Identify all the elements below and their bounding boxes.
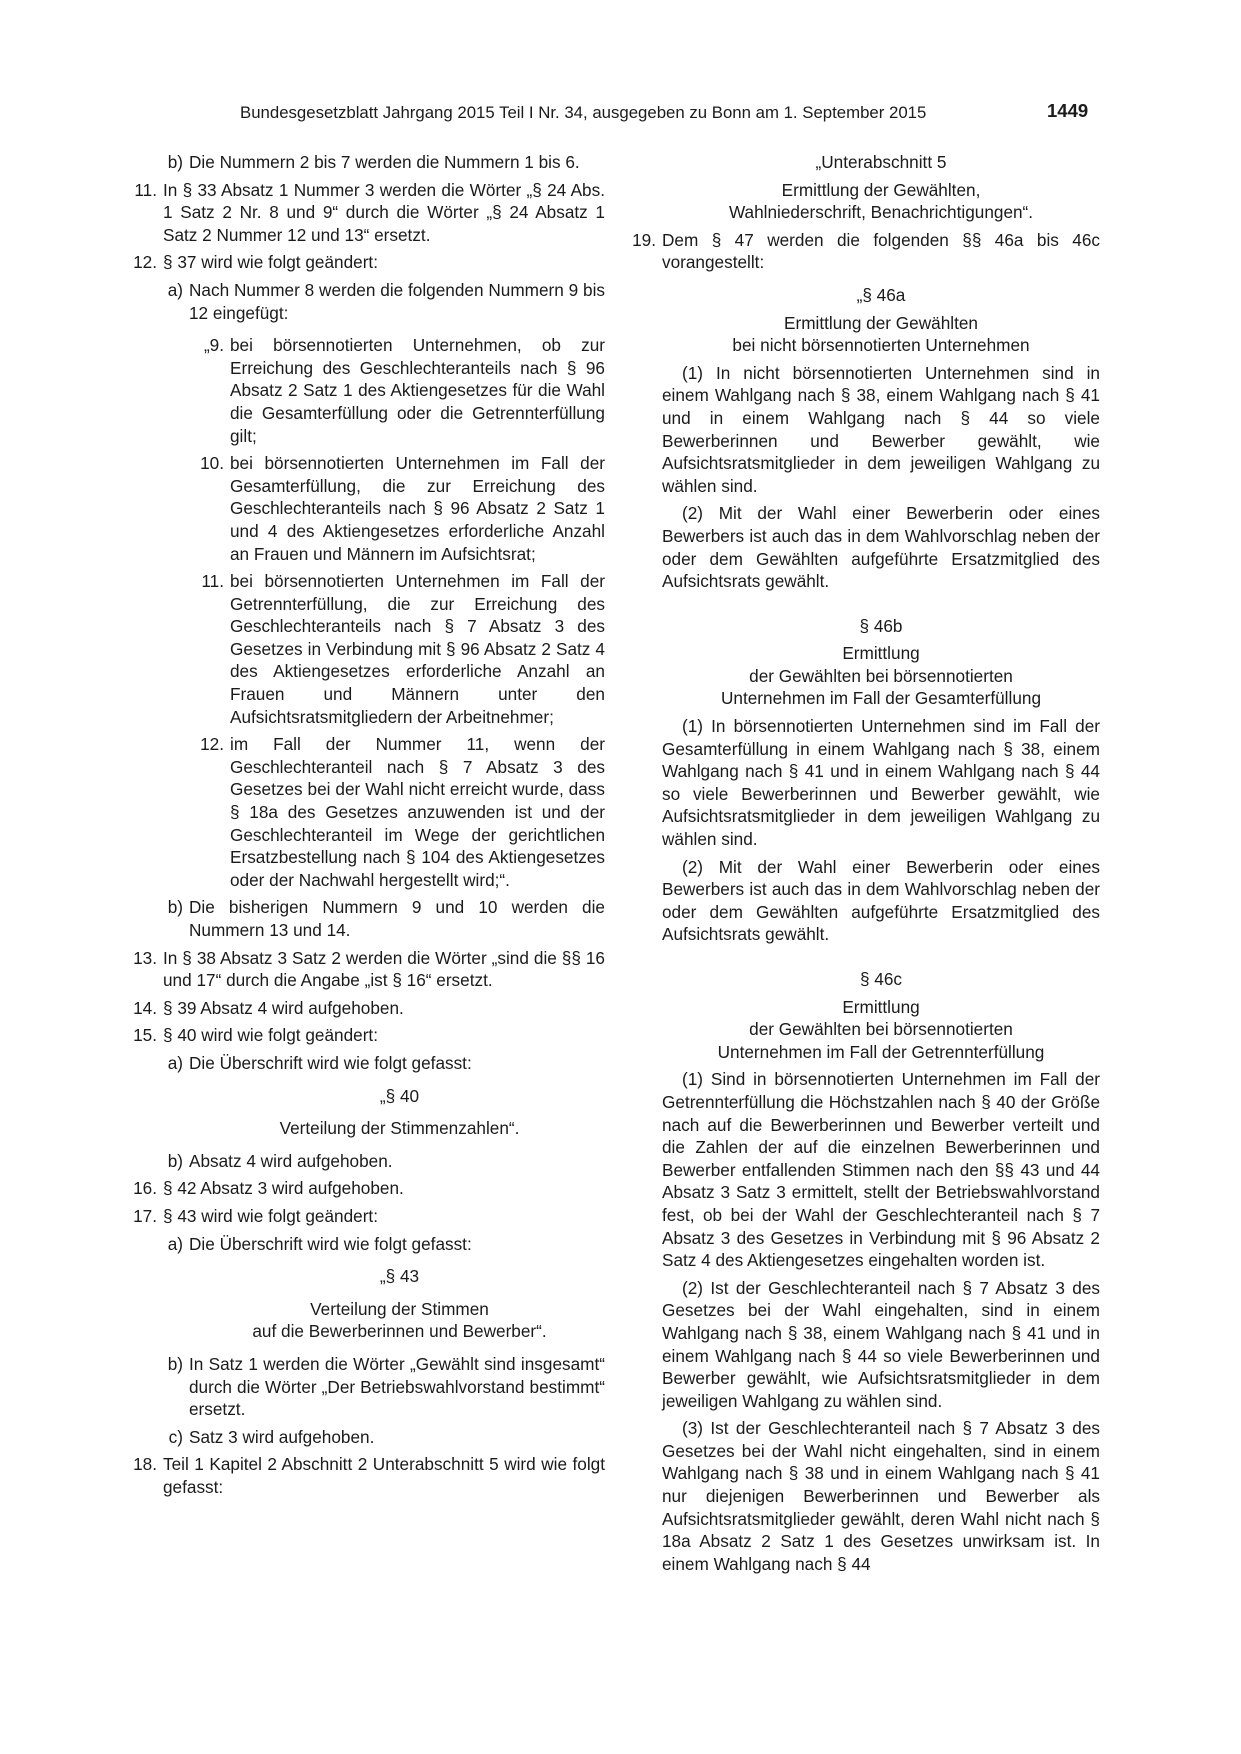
item-text: Dem § 47 werden die folgenden §§ 46a bis 46c vorangestellt: xyxy=(662,229,1100,273)
paragraph: (3) Ist der Geschlechteranteil nach § 7 Absatz 3 des Gesetzes bei der Wahl nicht eingehalten, sind in einem Wahlgang nach § 38 und in einem Wahlgang nach § 41 nur diejenigen Bewerberinnen und Bewerber als Aufsichtsratsmitglieder gewählt, deren Wahl nicht nach § 18a Absatz 2 Satz 1 des Gesetzes unwirksam ist. In einem Wahlgang nach § 44 xyxy=(662,1418,1100,1574)
item-text: § 39 Absatz 4 wird aufgehoben. xyxy=(163,997,404,1018)
list-item xyxy=(128,947,605,992)
list-item xyxy=(194,733,605,891)
item-text: § 43 wird wie folgt geändert: xyxy=(163,1205,378,1226)
item-text: In Satz 1 werden die Wörter „Gewählt sind insgesamt“ durch die Wörter „Der Betriebswahlvorstand bestimmt“ ersetzt. xyxy=(189,1353,605,1420)
right-column xyxy=(632,151,1100,1575)
item-text: bei börsennotierten Unternehmen, ob zur Erreichung des Geschlechteranteils nach § 96 Absatz 2 Satz 1 des Aktiengesetzes für die Wahl die Gesamterfüllung oder die Getrennterfüllung gilt; xyxy=(230,335,605,446)
page-header xyxy=(0,100,1241,126)
item-label: a) xyxy=(167,1233,183,1254)
item-number: 15. xyxy=(133,1025,157,1046)
list-item xyxy=(128,1024,605,1047)
section-title: Ermittlung der Gewählten, xyxy=(781,179,981,200)
item-text: Nach Nummer 8 werden die folgenden Nummern 9 bis 12 eingefügt: xyxy=(189,279,605,323)
item-number: 12. xyxy=(200,734,224,755)
item-text: § 37 wird wie folgt geändert: xyxy=(163,252,378,273)
item-label: b) xyxy=(167,897,183,918)
item-label: c) xyxy=(168,1426,183,1447)
item-number: 19. xyxy=(632,229,656,250)
list-item xyxy=(163,1426,605,1449)
item-number: 12. xyxy=(133,252,157,273)
list-item xyxy=(128,251,605,274)
list-item xyxy=(628,229,1100,274)
item-label: b) xyxy=(167,1353,183,1374)
list-item xyxy=(194,452,605,565)
list-item xyxy=(163,1353,605,1421)
section-title: Unternehmen im Fall der Getrennterfüllung xyxy=(717,1041,1045,1062)
list-item xyxy=(163,279,605,324)
section-heading: § 46b xyxy=(859,615,903,636)
item-text: Absatz 4 wird aufgehoben. xyxy=(189,1150,393,1171)
item-text: § 40 wird wie folgt geändert: xyxy=(163,1025,378,1046)
list-item xyxy=(128,179,605,247)
section-title: Ermittlung xyxy=(842,996,920,1017)
item-number: 10. xyxy=(200,453,224,474)
section-title: Verteilung der Stimmenzahlen“. xyxy=(279,1118,520,1139)
list-item xyxy=(163,1052,605,1075)
item-number: 11. xyxy=(134,179,157,200)
item-label: a) xyxy=(167,1052,183,1073)
section-title: der Gewählten bei börsennotierten xyxy=(749,665,1013,686)
list-item xyxy=(163,1233,605,1256)
item-text: In § 33 Absatz 1 Nummer 3 werden die Wörter „§ 24 Abs. 1 Satz 2 Nr. 8 und 9“ durch die Wörter „§ 24 Absatz 1 Satz 2 Nummer 12 und 13“ ersetzt. xyxy=(163,179,605,245)
section-title: der Gewählten bei börsennotierten xyxy=(749,1019,1013,1040)
item-text: bei börsennotierten Unternehmen im Fall der Getrennterfüllung, die zur Erreichung des Geschlechteranteils nach § 7 Absatz 3 des Gesetzes in Verbindung mit § 96 Absatz 2 Satz 4 des Aktiengesetzes erforderliche Anzahl an Frauen und Männern unter den Aufsichtsratsmitgliedern der Arbeitnehmer; xyxy=(230,571,605,727)
item-number: 17. xyxy=(133,1205,157,1226)
item-text: Die bisherigen Nummern 9 und 10 werden die Nummern 13 und 14. xyxy=(189,897,605,940)
list-item xyxy=(194,570,605,728)
item-text: bei börsennotierten Unternehmen im Fall der Gesamterfüllung, die zur Erreichung des Geschlechteranteils nach § 96 Absatz 2 Satz 1 und 4 des Aktiengesetzes erforderliche Anzahl an Frauen und Männern im Aufsichtsrat; xyxy=(230,453,605,564)
section-heading: „§ 43 xyxy=(379,1266,420,1287)
paragraph: (1) In börsennotierten Unternehmen sind im Fall der Gesamterfüllung in einem Wahlgang nach § 38, einem Wahlgang nach § 41 und in einem Wahlgang nach § 44 so viele Bewerberinnen und Bewerber gewählt, wie Aufsichtsratsmitglieder in dem jeweiligen Wahlgang zu wählen sind. xyxy=(662,716,1100,850)
item-text: Die Überschrift wird wie folgt gefasst: xyxy=(189,1052,472,1073)
paragraph: (2) Mit der Wahl einer Bewerberin oder eines Bewerbers ist auch das in dem Wahlvorschlag neben der oder dem Gewählten aufgeführte Ersatzmitglied des Aufsichtsrats gewählt. xyxy=(662,503,1100,592)
list-item xyxy=(194,334,605,447)
item-text: § 42 Absatz 3 wird aufgehoben. xyxy=(163,1178,404,1199)
section-title: bei nicht börsennotierten Unternehmen xyxy=(732,335,1030,356)
item-number: 13. xyxy=(133,947,157,968)
running-title: Bundesgesetzblatt Jahrgang 2015 Teil I Nr. 34, ausgegeben zu Bonn am 1. September 2015 xyxy=(240,103,927,122)
list-item xyxy=(163,896,605,941)
section-title: Unternehmen im Fall der Gesamterfüllung xyxy=(720,688,1042,709)
list-item xyxy=(163,151,605,174)
section-heading: „§ 46a xyxy=(856,284,906,305)
item-text: In § 38 Absatz 3 Satz 2 werden die Wörter „sind die §§ 16 und 17“ durch die Angabe „ist § 16“ ersetzt. xyxy=(163,947,605,991)
item-text: im Fall der Nummer 11, wenn der Geschlechteranteil nach § 7 Absatz 3 des Gesetzes bei der Wahl nicht erreicht wurde, dass § 18a des Gesetzes anzuwenden ist und der Geschlechteranteil im Wege der gerichtlichen Ersatzbestellung nach § 104 des Aktiengesetzes oder der Nachwahl hergestellt wird;“. xyxy=(230,734,605,890)
section-heading: „Unterabschnitt 5 xyxy=(815,152,947,172)
item-text: Teil 1 Kapitel 2 Abschnitt 2 Unterabschnitt 5 wird wie folgt gefasst: xyxy=(163,1454,605,1497)
paragraph: (2) Mit der Wahl einer Bewerberin oder eines Bewerbers ist auch das in dem Wahlvorschlag neben der oder dem Gewählten aufgeführte Ersatzmitglied des Aufsichtsrats gewählt. xyxy=(662,856,1100,945)
page-number: 1449 xyxy=(1047,100,1089,121)
item-label: a) xyxy=(167,279,183,300)
paragraph: (1) Sind in börsennotierten Unternehmen im Fall der Getrennterfüllung die Höchstzahlen nach § 40 der Größe nach auf die Bewerberinnen und Bewerber verteilt und die Zahlen der auf die einzelnen Bewerberinnen und Bewerber entfallenden Stimmen nach den §§ 43 und 44 Absatz 3 Satz 3 ermittelt, stellt der Betriebswahlvorstand fest, ob bei der Wahl der Geschlechteranteil nach § 7 Absatz 3 des Gesetzes in Verbindung mit § 96 Absatz 2 Satz 4 des Aktiengesetzes eingehalten worden ist. xyxy=(662,1069,1100,1271)
item-text: Die Nummern 2 bis 7 werden die Nummern 1 bis 6. xyxy=(189,152,580,172)
paragraph: (1) In nicht börsennotierten Unternehmen sind in einem Wahlgang nach § 38, einem Wahlgang nach § 41 und in einem Wahlgang nach § 44 so viele Bewerberinnen und Bewerber gewählt, wie Aufsichtsratsmitglieder in dem jeweiligen Wahlgang zu wählen sind. xyxy=(662,362,1100,496)
item-label: b) xyxy=(167,152,183,172)
section-title: Ermittlung xyxy=(842,643,920,664)
item-number: 18. xyxy=(133,1454,157,1475)
list-item xyxy=(163,1150,605,1173)
section-title: Ermittlung der Gewählten xyxy=(784,312,978,333)
item-label: b) xyxy=(167,1150,183,1171)
item-number: „9. xyxy=(203,335,224,356)
item-number: 11. xyxy=(201,571,224,592)
item-text: Satz 3 wird aufgehoben. xyxy=(189,1426,375,1447)
list-item xyxy=(128,997,605,1020)
section-title: Wahlniederschrift, Benachrichtigungen“. xyxy=(728,202,1034,223)
section-heading: „§ 40 xyxy=(379,1085,420,1106)
item-text: Die Überschrift wird wie folgt gefasst: xyxy=(189,1233,472,1254)
item-number: 16. xyxy=(133,1178,157,1199)
section-title: auf die Bewerberinnen und Bewerber“. xyxy=(252,1321,547,1342)
list-item xyxy=(128,1453,605,1498)
left-column xyxy=(128,151,605,1498)
section-title: Verteilung der Stimmen xyxy=(310,1298,489,1319)
paragraph: (2) Ist der Geschlechteranteil nach § 7 Absatz 3 des Gesetzes bei der Wahl eingehalten, sind in einem Wahlgang nach § 38, einem Wahlgang nach § 41 und in einem Wahlgang nach § 44 so viele Bewerberinnen und Bewerber gewählt, wie Aufsichtsratsmitglieder in dem jeweiligen Wahlgang zu wählen sind. xyxy=(662,1277,1100,1411)
section-heading: § 46c xyxy=(859,969,903,989)
list-item xyxy=(128,1205,605,1228)
list-item xyxy=(128,1177,605,1200)
item-number: 14. xyxy=(133,997,157,1018)
